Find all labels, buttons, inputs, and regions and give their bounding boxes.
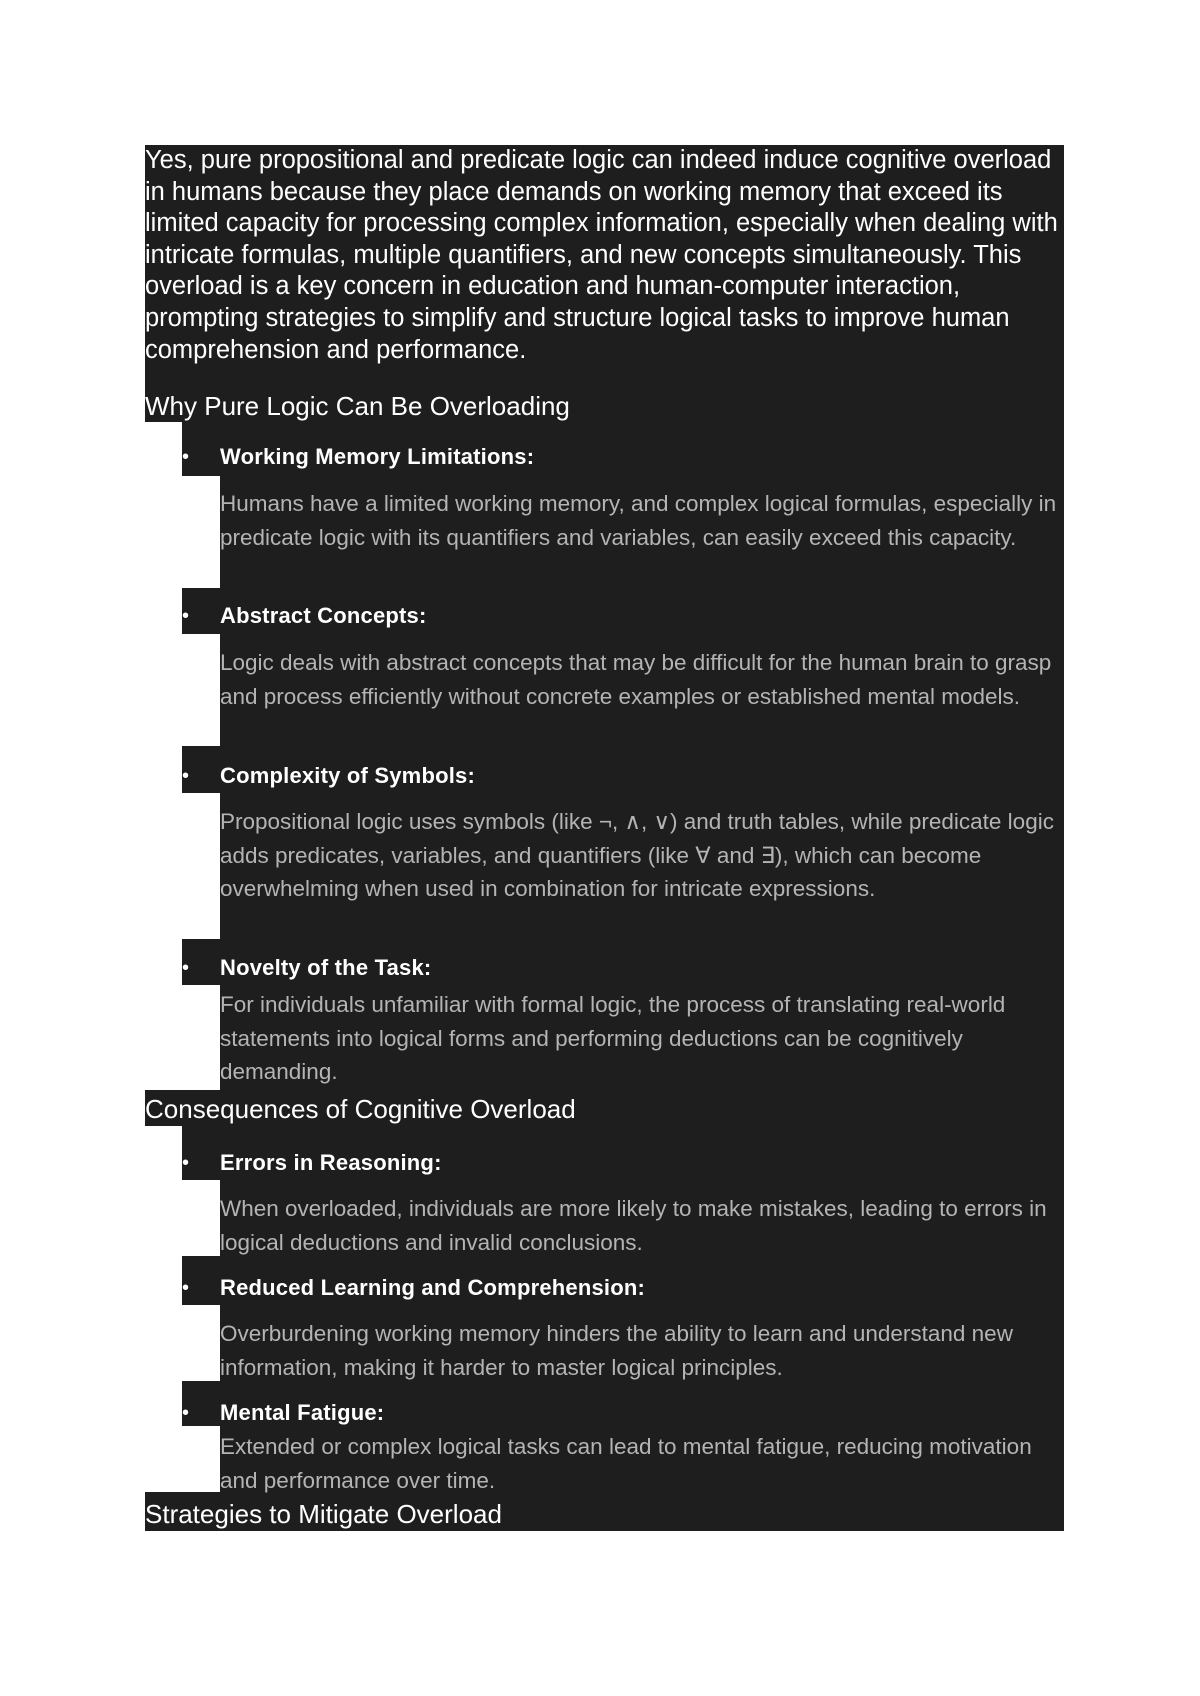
item-label: Complexity of Symbols: xyxy=(220,763,475,788)
bullet-icon: • xyxy=(182,765,190,787)
item-label: Mental Fatigue: xyxy=(220,1400,385,1425)
item-label: Novelty of the Task: xyxy=(220,955,432,980)
indent-gap xyxy=(145,422,182,1090)
indent-gap xyxy=(182,476,220,588)
item-text: Logic deals with abstract concepts that may be difficult for the human brain to grasp and process efficiently without concrete examples or established mental models. xyxy=(220,650,1052,709)
bullet-icon: • xyxy=(182,605,190,627)
bullet-icon: • xyxy=(182,446,190,468)
indent-gap xyxy=(182,634,220,746)
section-heading-why: Why Pure Logic Can Be Overloading xyxy=(145,391,570,421)
list-item xyxy=(182,1396,384,1430)
item-text: Humans have a limited working memory, and complex logical formulas, especially in predicate logic with its quantifiers and variables, can easily exceed this capacity. xyxy=(220,491,1057,550)
item-label: Errors in Reasoning: xyxy=(220,1150,442,1175)
item-text: Extended or complex logical tasks can lead to mental fatigue, reducing motivation and performance over time. xyxy=(220,1434,1032,1493)
bullet-icon: • xyxy=(182,1277,190,1299)
item-label: Working Memory Limitations: xyxy=(220,444,535,469)
item-label: Abstract Concepts: xyxy=(220,603,427,628)
section-heading-strategies: Strategies to Mitigate Overload xyxy=(145,1499,502,1529)
indent-gap xyxy=(182,1426,220,1492)
indent-gap xyxy=(182,1180,220,1256)
indent-gap xyxy=(182,1305,220,1381)
indent-gap xyxy=(182,985,220,1090)
item-label: Reduced Learning and Comprehension: xyxy=(220,1275,646,1300)
indent-gap xyxy=(182,793,220,939)
bullet-icon: • xyxy=(182,957,190,979)
list-item xyxy=(182,1146,442,1180)
item-text: Propositional logic uses symbols (like ¬, ∧, ∨) and truth tables, while predicate logic adds predicates, variables, and quantifiers (like ∀ and ∃), which can become overwhelming when used in combination for intricate expressions. xyxy=(220,809,1054,902)
indent-gap xyxy=(145,1126,182,1492)
list-item xyxy=(182,951,431,985)
list-item xyxy=(182,759,475,793)
item-text: For individuals unfamiliar with formal logic, the process of translating real-world statements into logical forms and performing deductions can be cognitively demanding. xyxy=(220,992,1006,1085)
intro-paragraph: Yes, pure propositional and predicate logic can indeed induce cognitive overload in humans because they place demands on working memory that exceed its limited capacity for processing complex information, especially when dealing with intricate formulas, multiple quantifiers, and new concepts simultaneously. This overload is a key concern in education and human-computer interaction, prompting strategies to simplify and structure logical tasks to improve human comprehension and performance. xyxy=(145,146,1058,364)
list-item xyxy=(182,599,427,633)
bullet-icon: • xyxy=(182,1402,190,1424)
bullet-icon: • xyxy=(182,1152,190,1174)
section-heading-consequences: Consequences of Cognitive Overload xyxy=(145,1094,576,1124)
item-text: When overloaded, individuals are more likely to make mistakes, leading to errors in logical deductions and invalid conclusions. xyxy=(220,1196,1047,1255)
list-item xyxy=(182,440,534,474)
list-item xyxy=(182,1271,645,1305)
item-text: Overburdening working memory hinders the ability to learn and understand new information, making it harder to master logical principles. xyxy=(220,1321,1013,1380)
